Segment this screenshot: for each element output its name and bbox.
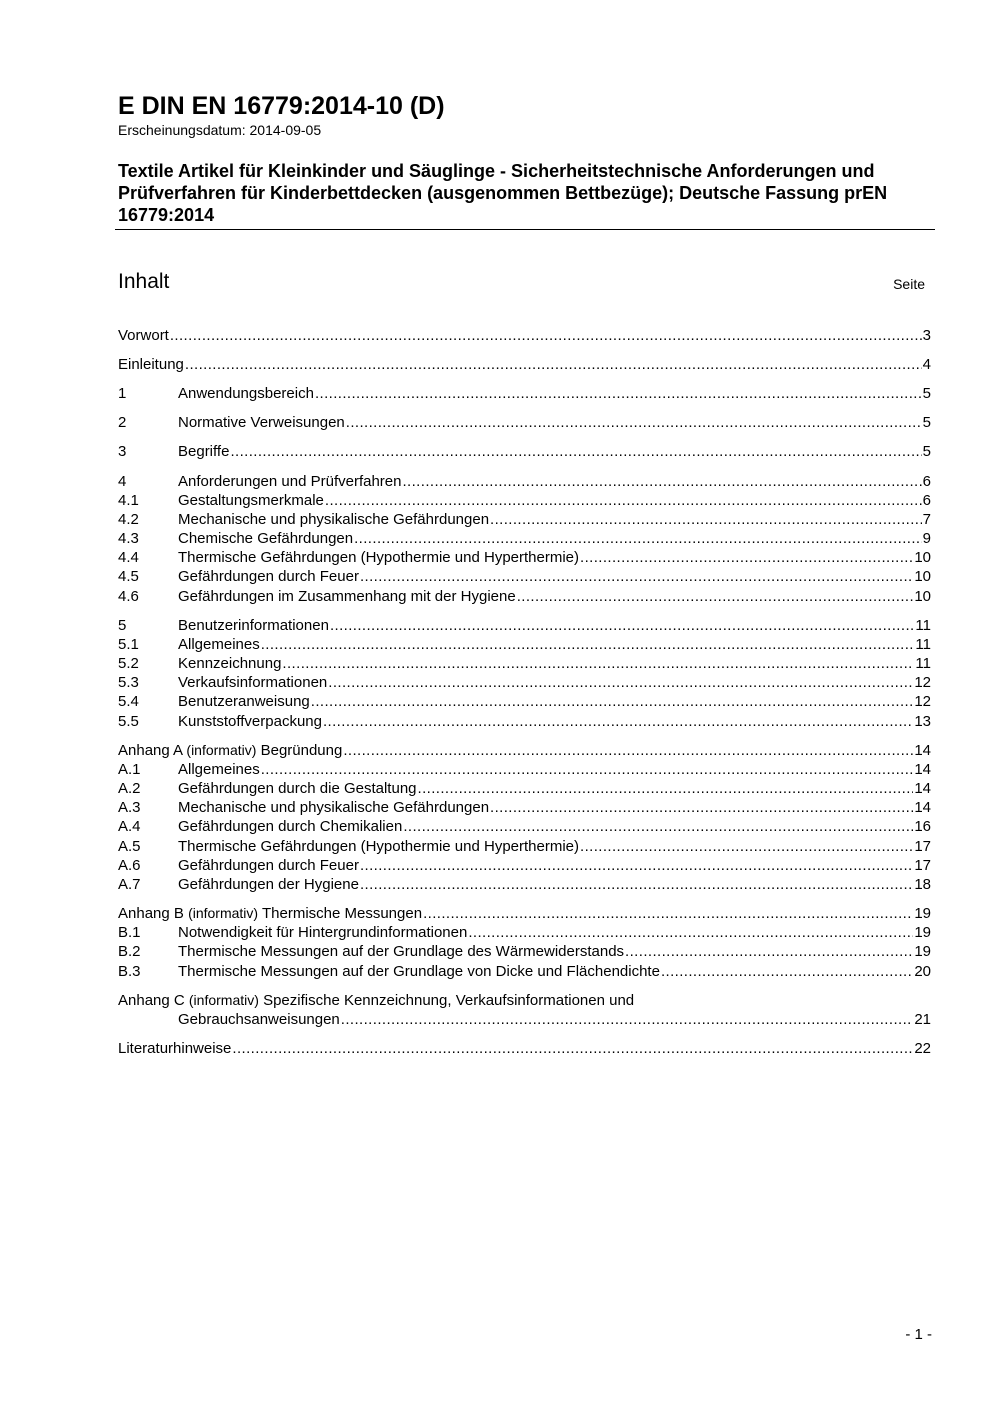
toc-leader-dots xyxy=(468,923,913,942)
toc-entry-label: Begriffe xyxy=(178,443,230,460)
annex-title: Begründung xyxy=(260,742,343,759)
toc-leader-dots xyxy=(490,798,913,817)
toc-entry-page: 5 xyxy=(922,414,931,431)
toc-leader-dots xyxy=(625,942,913,961)
toc-leader-dots xyxy=(341,1010,914,1029)
toc-entry-number: 5.2 xyxy=(118,655,139,672)
toc-entry-label: Thermische Gefährdungen (Hypothermie und Hyperthermie) xyxy=(178,549,580,566)
toc-entry-page: 9 xyxy=(922,530,931,547)
toc-entry-page: 20 xyxy=(914,963,931,980)
toc-leader-dots xyxy=(311,692,914,711)
toc-heading: Inhalt xyxy=(118,270,170,293)
toc-entry-page: 6 xyxy=(922,473,931,490)
toc-leader-dots xyxy=(282,654,914,673)
toc-entry-label: Literaturhinweise xyxy=(118,1040,232,1057)
toc-entry-page: 21 xyxy=(914,1011,931,1028)
toc-entry[interactable] xyxy=(118,635,931,654)
toc-entry-number: B.2 xyxy=(118,943,141,960)
toc-entry-number: 5.4 xyxy=(118,693,139,710)
page-number: - 1 - xyxy=(905,1326,932,1343)
toc-leader-dots xyxy=(360,567,913,586)
toc-entry-page: 12 xyxy=(914,693,931,710)
toc-entry[interactable] xyxy=(118,923,931,942)
toc-entry-number: B.1 xyxy=(118,924,141,941)
toc-entry-number: 4.4 xyxy=(118,549,139,566)
toc-entry-page: 12 xyxy=(914,674,931,691)
toc-entry-label: Chemische Gefährdungen xyxy=(178,530,354,547)
toc-entry[interactable] xyxy=(118,567,931,586)
toc-entry-page: 19 xyxy=(914,905,931,922)
toc-entry-label: Gebrauchsanweisungen xyxy=(178,1011,340,1028)
toc-entry-page: 10 xyxy=(914,588,931,605)
toc-entry-number: 4.1 xyxy=(118,492,139,509)
toc-entry-number: 4.5 xyxy=(118,568,139,585)
toc-entry-page: 16 xyxy=(914,818,931,835)
toc-entry[interactable] xyxy=(118,529,931,548)
toc-leader-dots xyxy=(328,673,913,692)
toc-entry-page: 11 xyxy=(915,655,931,672)
toc-entry[interactable] xyxy=(118,692,931,711)
toc-entry-page: 14 xyxy=(914,780,931,797)
toc-entry-number: B.3 xyxy=(118,963,141,980)
toc-entry-page: 6 xyxy=(922,492,931,509)
toc-entry-number: 4.3 xyxy=(118,530,139,547)
toc-leader-dots xyxy=(170,326,922,345)
toc-leader-dots xyxy=(360,856,913,875)
toc-entry[interactable] xyxy=(118,856,931,875)
toc-entry-label: Gefährdungen der Hygiene xyxy=(178,876,359,893)
toc-entry-label: Thermische Gefährdungen (Hypothermie und Hyperthermie) xyxy=(178,838,580,855)
toc-entry-number: A.1 xyxy=(118,761,141,778)
toc-entry-label: Allgemeines xyxy=(178,636,260,653)
toc-entry-label: Allgemeines xyxy=(178,761,260,778)
toc-leader-dots xyxy=(261,760,914,779)
annex-title: Thermische Messungen xyxy=(261,905,423,922)
toc-entry[interactable] xyxy=(118,760,931,779)
toc-entry-label: Anwendungsbereich xyxy=(178,385,314,402)
toc-leader-dots xyxy=(418,779,914,798)
toc-leader-dots xyxy=(403,817,913,836)
toc-entry[interactable] xyxy=(118,798,931,817)
toc-entry-label: Anforderungen und Prüfverfahren xyxy=(178,473,402,490)
toc-entry-label: Gefährdungen durch Feuer xyxy=(178,568,359,585)
toc-entry-label: Vorwort xyxy=(118,327,169,344)
annex-note: (informativ) xyxy=(188,992,259,1008)
toc-entry-page: 14 xyxy=(914,799,931,816)
toc-entry-label: Gefährdungen durch Feuer xyxy=(178,857,359,874)
toc-entry-label: Einleitung xyxy=(118,356,184,373)
toc-entry[interactable] xyxy=(118,741,931,760)
toc-leader-dots xyxy=(354,529,922,548)
toc-leader-dots xyxy=(360,875,913,894)
toc-entry[interactable] xyxy=(118,673,931,692)
toc-entry[interactable] xyxy=(118,962,931,981)
toc-entry-label: Gefährdungen durch die Gestaltung xyxy=(178,780,417,797)
toc-entry-page: 3 xyxy=(922,327,931,344)
publication-date: Erscheinungsdatum: 2014-09-05 xyxy=(118,122,322,138)
toc-entry-label: Gefährdungen im Zusammenhang mit der Hygiene xyxy=(178,588,516,605)
toc-entry[interactable] xyxy=(118,904,931,923)
toc-entry-number: A.6 xyxy=(118,857,141,874)
toc-leader-dots xyxy=(490,510,922,529)
toc-leader-dots xyxy=(580,548,913,567)
toc-entry[interactable] xyxy=(118,491,931,510)
toc-entry-label: Verkaufsinformationen xyxy=(178,674,328,691)
toc-entry[interactable] xyxy=(118,875,931,894)
toc-entry-label: Mechanische und physikalische Gefährdungen xyxy=(178,511,490,528)
document-subtitle: Textile Artikel für Kleinkinder und Säuglinge - Sicherheitstechnische Anforderungen und Prüfverfahren für Kinderbettdecken (ausgenommen Bettbezüge); Deutsche Fassung prEN 16779:2014 xyxy=(118,161,888,225)
annex-designation: Anhang A xyxy=(118,742,183,759)
toc-entry-page: 17 xyxy=(914,838,931,855)
toc-entry-number: 4.2 xyxy=(118,511,139,528)
annex-designation: Anhang C xyxy=(118,992,185,1009)
annex-title: Spezifische Kennzeichnung, Verkaufsinformationen und xyxy=(263,992,635,1009)
toc-entry-page: 11 xyxy=(915,617,931,634)
toc-entry-number: 5 xyxy=(118,617,127,634)
toc-entry-page: 10 xyxy=(914,549,931,566)
toc-page-column-header: Seite xyxy=(893,276,925,292)
toc-entry-label: Gefährdungen durch Chemikalien xyxy=(178,818,403,835)
toc-entry-page: 7 xyxy=(922,511,931,528)
toc-entry-label: Kennzeichnung xyxy=(178,655,282,672)
toc-entry[interactable] xyxy=(118,587,931,606)
toc-entry[interactable] xyxy=(118,817,931,836)
toc-entry-label: Benutzeranweisung xyxy=(178,693,310,710)
toc-leader-dots xyxy=(323,712,913,731)
toc-entry-page: 19 xyxy=(914,943,931,960)
toc-leader-dots xyxy=(330,616,914,635)
toc-entry-continuation[interactable] xyxy=(118,1010,931,1029)
toc-entry[interactable] xyxy=(118,548,931,567)
toc-entry-page: 10 xyxy=(914,568,931,585)
toc-entry-number: A.5 xyxy=(118,838,141,855)
toc-entry[interactable] xyxy=(118,384,931,403)
toc-leader-dots xyxy=(232,1039,913,1058)
toc-entry[interactable] xyxy=(118,355,931,374)
toc-entry-label: Benutzerinformationen xyxy=(178,617,329,634)
toc-entry[interactable] xyxy=(118,779,931,798)
toc-entry-label: Thermische Messungen auf der Grundlage von Dicke und Flächendichte xyxy=(178,963,660,980)
toc-entry[interactable] xyxy=(118,326,931,345)
toc-leader-dots xyxy=(346,413,922,432)
toc-entry-page: 19 xyxy=(914,924,931,941)
toc-entry-number: A.4 xyxy=(118,818,141,835)
toc-leader-dots xyxy=(315,384,922,403)
toc-entry[interactable] xyxy=(118,616,931,635)
toc-entry[interactable] xyxy=(118,472,931,491)
toc-entry-label: Thermische Messungen auf der Grundlage des Wärmewiderstands xyxy=(178,943,625,960)
toc-entry-label: Mechanische und physikalische Gefährdungen xyxy=(178,799,490,816)
toc-leader-dots xyxy=(580,837,913,856)
toc-entry[interactable] xyxy=(118,712,931,731)
toc-leader-dots xyxy=(423,904,913,923)
toc-entry-number: 2 xyxy=(118,414,127,431)
toc-entry-label xyxy=(118,904,422,923)
toc-leader-dots xyxy=(325,491,922,510)
toc-entry[interactable] xyxy=(118,837,931,856)
toc-leader-dots xyxy=(402,472,921,491)
document-title: E DIN EN 16779:2014-10 (D) xyxy=(118,92,445,120)
toc-entry-page: 5 xyxy=(922,385,931,402)
toc-entry-number: A.3 xyxy=(118,799,141,816)
toc-entry-number: 1 xyxy=(118,385,127,402)
toc-entry-page: 14 xyxy=(914,761,931,778)
toc-entry-page: 22 xyxy=(914,1040,931,1057)
toc-entry-number: 5.5 xyxy=(118,713,139,730)
toc-entry[interactable] xyxy=(118,654,931,673)
title-divider xyxy=(115,229,935,230)
toc-entry-page: 18 xyxy=(914,876,931,893)
toc-entry-label xyxy=(118,991,634,1010)
toc-entry-page: 14 xyxy=(914,742,931,759)
toc-entry-page: 5 xyxy=(922,443,931,460)
toc-leader-dots xyxy=(517,587,914,606)
toc-entry-page: 17 xyxy=(914,857,931,874)
annex-note: (informativ) xyxy=(188,905,259,921)
toc-leader-dots xyxy=(230,442,921,461)
toc-entry-page: 13 xyxy=(914,713,931,730)
toc-entry-label: Kunststoffverpackung xyxy=(178,713,322,730)
toc-entry-number: 3 xyxy=(118,443,127,460)
toc-leader-dots xyxy=(661,962,913,981)
toc-entry[interactable] xyxy=(118,413,931,432)
toc-entry[interactable] xyxy=(118,942,931,961)
toc-entry-number: 4.6 xyxy=(118,588,139,605)
annex-note: (informativ) xyxy=(186,742,257,758)
toc-leader-dots xyxy=(185,355,922,374)
toc-entry-page: 11 xyxy=(915,636,931,653)
toc-entry[interactable] xyxy=(118,1039,931,1058)
toc-entry[interactable] xyxy=(118,442,931,461)
toc-entry-page: 4 xyxy=(922,356,931,373)
toc-entry-number: 5.1 xyxy=(118,636,139,653)
toc-entry-number: A.2 xyxy=(118,780,141,797)
toc-entry-number: 5.3 xyxy=(118,674,139,691)
toc-entry[interactable] xyxy=(118,510,931,529)
toc-entry-label xyxy=(118,741,342,760)
toc-entry[interactable] xyxy=(118,991,931,1010)
toc-leader-dots xyxy=(261,635,915,654)
toc-entry-label: Notwendigkeit für Hintergrundinformationen xyxy=(178,924,468,941)
toc-entry-number: 4 xyxy=(118,473,127,490)
toc-entry-label: Normative Verweisungen xyxy=(178,414,345,431)
toc-entry-number: A.7 xyxy=(118,876,141,893)
toc-leader-dots xyxy=(343,741,913,760)
toc-entry-label: Gestaltungsmerkmale xyxy=(178,492,324,509)
annex-designation: Anhang B xyxy=(118,905,184,922)
